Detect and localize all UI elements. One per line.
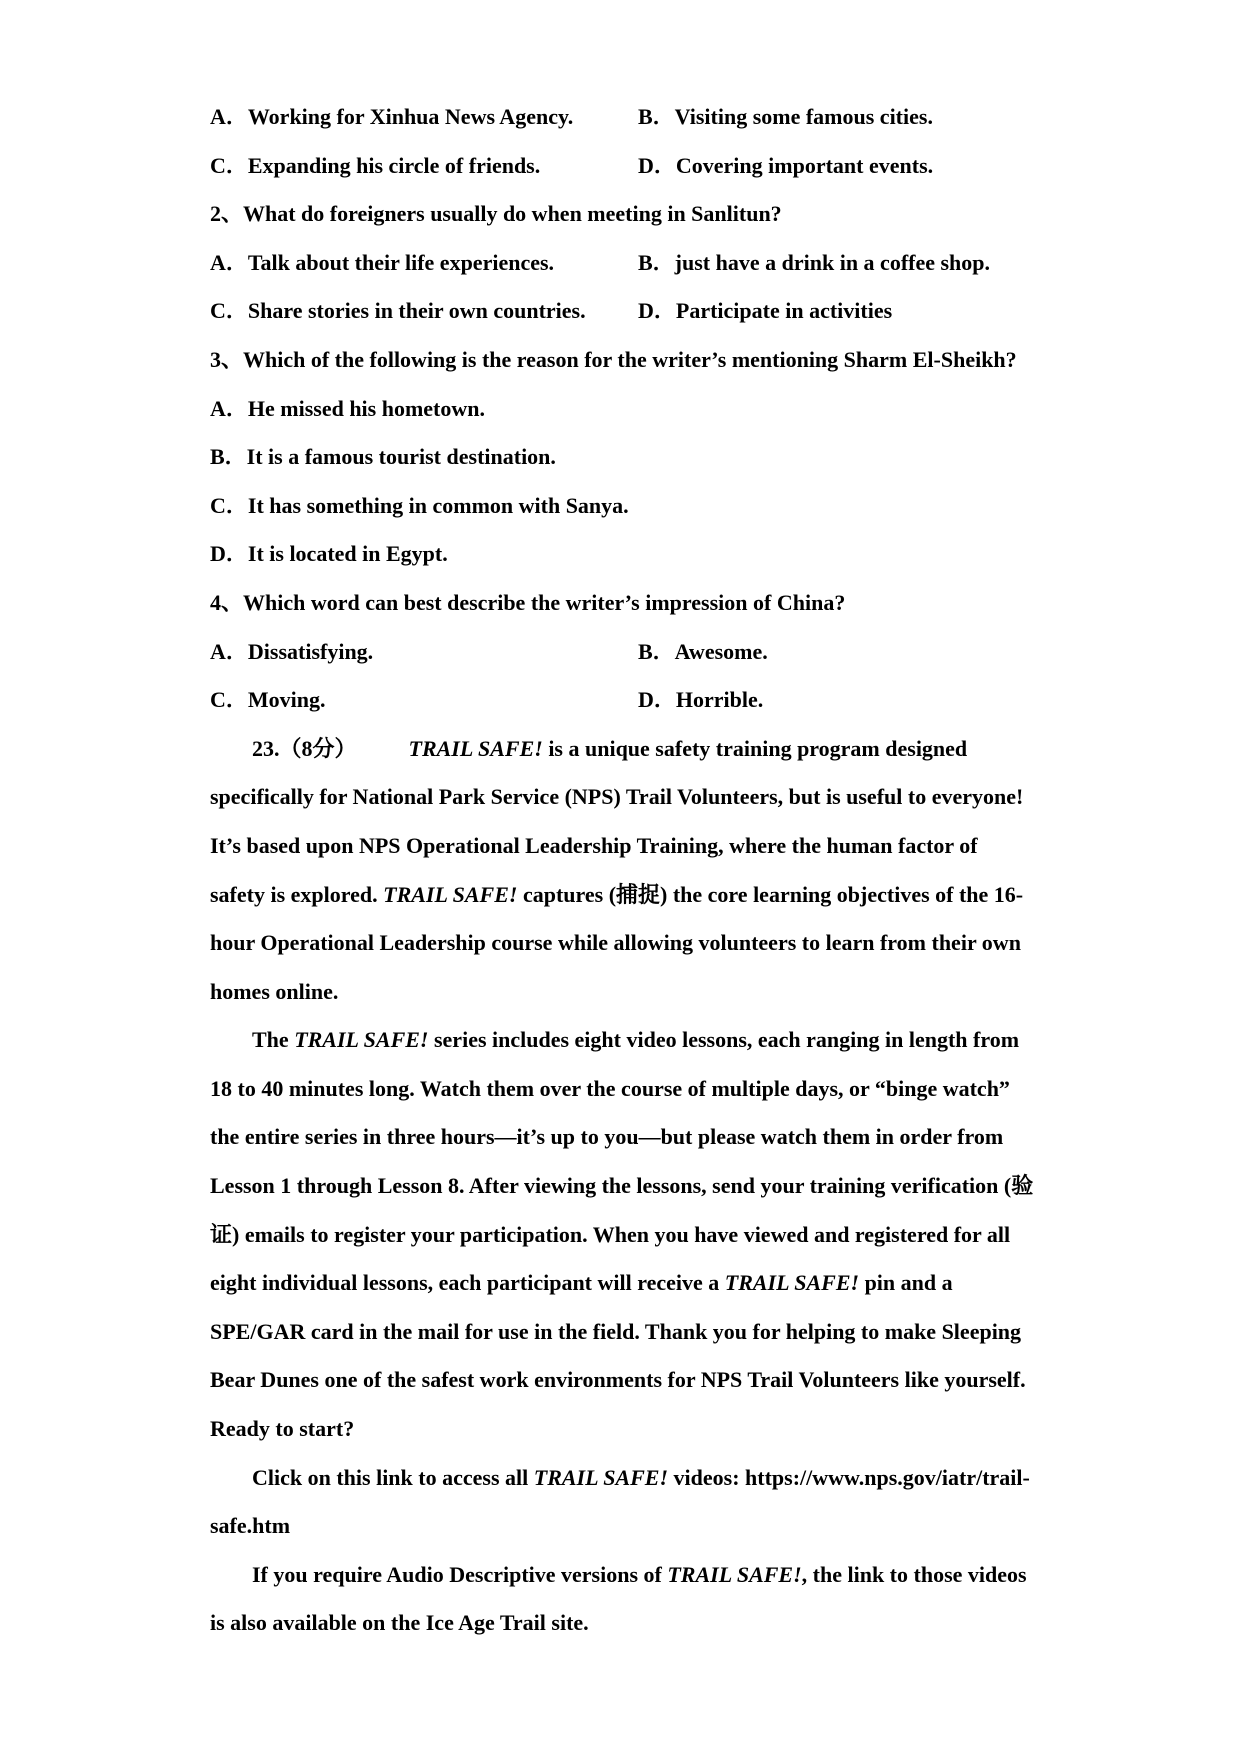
text-run: is also available on the Ice Age Trail site. [210, 1610, 589, 1636]
text-run: series includes eight video lessons, each ranging in length from [428, 1027, 1020, 1053]
answer-option-right: D．Participate in activities [638, 298, 893, 324]
answer-options-row [210, 239, 1070, 288]
passage-line [210, 1356, 1070, 1405]
answer-option-left: C．Share stories in their own countries. [210, 298, 586, 324]
text-run: Lesson 1 through Lesson 8. After viewing the lessons, send your training verification (验 [210, 1173, 1034, 1199]
answer-options-row [210, 287, 1070, 336]
answer-option-line [210, 385, 1070, 434]
text-run: A．He missed his hometown. [210, 395, 486, 421]
program-title-italic: TRAIL SAFE! [724, 1270, 860, 1296]
text-run: 18 to 40 minutes long. Watch them over the course of multiple days, or “binge watch” [210, 1075, 1010, 1101]
text-run: is a unique safety training program designed [542, 735, 968, 761]
passage-line [210, 1405, 1070, 1454]
answer-option-line [210, 433, 1070, 482]
passage-line [210, 773, 1070, 822]
program-title-italic: TRAIL SAFE! [667, 1561, 802, 1587]
passage-line [210, 1211, 1070, 1260]
passage-line [210, 871, 1070, 920]
answer-option-left: A．Dissatisfying. [210, 638, 374, 664]
inline-gap [357, 755, 409, 756]
answer-option-right: B．just have a drink in a coffee shop. [638, 249, 991, 275]
passage-line [210, 1599, 1070, 1648]
text-run: captures (捕捉) the core learning objectives of the 16- [517, 881, 1024, 907]
text-run: 2、What do foreigners usually do when meeting in Sanlitun? [210, 201, 782, 227]
program-title-italic: TRAIL SAFE! [408, 735, 543, 761]
answer-options-row [210, 628, 1070, 677]
text-run: safety is explored. [210, 881, 384, 907]
text-run: 3、Which of the following is the reason for the writer’s mentioning Sharm El-Sheikh? [210, 346, 1017, 372]
text-run: 4、Which word can best describe the writer’s impression of China? [210, 589, 846, 615]
text-run: 证) emails to register your participation. When you have viewed and registered for all [210, 1221, 1011, 1247]
text-run: The [252, 1027, 295, 1053]
passage-line [210, 1551, 1070, 1600]
text-run: , the link to those videos [801, 1561, 1027, 1587]
answer-option-right: D．Covering important events. [638, 152, 934, 178]
passage-line [210, 1454, 1070, 1503]
answer-option-right: B．Awesome. [638, 638, 768, 664]
passage-line [210, 919, 1070, 968]
text-run: specifically for National Park Service (NPS) Trail Volunteers, but is useful to everyone! [210, 784, 1024, 810]
question-stem [210, 579, 1070, 628]
passage-line [210, 725, 1070, 774]
text-run: the entire series in three hours—it’s up to you—but please watch them in order from [210, 1124, 1004, 1150]
program-title-italic: TRAIL SAFE! [533, 1464, 669, 1490]
text-run: Ready to start? [210, 1416, 355, 1442]
passage-line [210, 1113, 1070, 1162]
passage-line [210, 1308, 1070, 1357]
question-stem [210, 190, 1070, 239]
answer-option-right: B．Visiting some famous cities. [638, 104, 933, 129]
text-run: eight individual lessons, each participant will receive a [210, 1270, 725, 1296]
answer-option-right: D．Horrible. [638, 687, 764, 713]
answer-options-row [210, 676, 1070, 725]
text-run: B．It is a famous tourist destination. [210, 444, 556, 470]
passage-line [210, 968, 1070, 1017]
answer-option-left: A．Working for Xinhua News Agency. [210, 104, 574, 129]
text-run: pin and a [859, 1270, 953, 1296]
text-run: homes online. [210, 978, 339, 1004]
text-run: Bear Dunes one of the safest work environments for NPS Trail Volunteers like yourself. [210, 1367, 1026, 1393]
program-title-italic: TRAIL SAFE! [383, 881, 518, 907]
text-run: If you require Audio Descriptive versions of [252, 1561, 668, 1587]
answer-option-line [210, 530, 1070, 579]
text-run: videos: https://www.nps.gov/iatr/trail- [668, 1464, 1030, 1490]
answer-option-left: A．Talk about their life experiences. [210, 249, 555, 275]
answer-option-left: C．Moving. [210, 687, 326, 713]
answer-options-row [210, 93, 1070, 142]
answer-options-row [210, 142, 1070, 191]
text-run: 23.（8分） [252, 735, 357, 761]
passage-line [210, 1162, 1070, 1211]
text-run: It’s based upon NPS Operational Leadership Training, where the human factor of [210, 832, 978, 858]
text-run: hour Operational Leadership course while allowing volunteers to learn from their own [210, 930, 1021, 956]
document-body [210, 93, 1070, 1648]
passage-line [210, 1259, 1070, 1308]
passage-line [210, 1502, 1070, 1551]
answer-option-line [210, 482, 1070, 531]
text-run: safe.htm [210, 1513, 291, 1539]
passage-line [210, 822, 1070, 871]
text-run: C．It has something in common with Sanya. [210, 492, 629, 518]
passage-line [210, 1065, 1070, 1114]
text-run: D．It is located in Egypt. [210, 541, 448, 567]
text-run: SPE/GAR card in the mail for use in the field. Thank you for helping to make Sleeping [210, 1318, 1022, 1344]
question-stem [210, 336, 1070, 385]
program-title-italic: TRAIL SAFE! [294, 1027, 429, 1053]
passage-line [210, 1016, 1070, 1065]
text-run: Click on this link to access all [252, 1464, 534, 1490]
answer-option-left: C．Expanding his circle of friends. [210, 152, 541, 178]
